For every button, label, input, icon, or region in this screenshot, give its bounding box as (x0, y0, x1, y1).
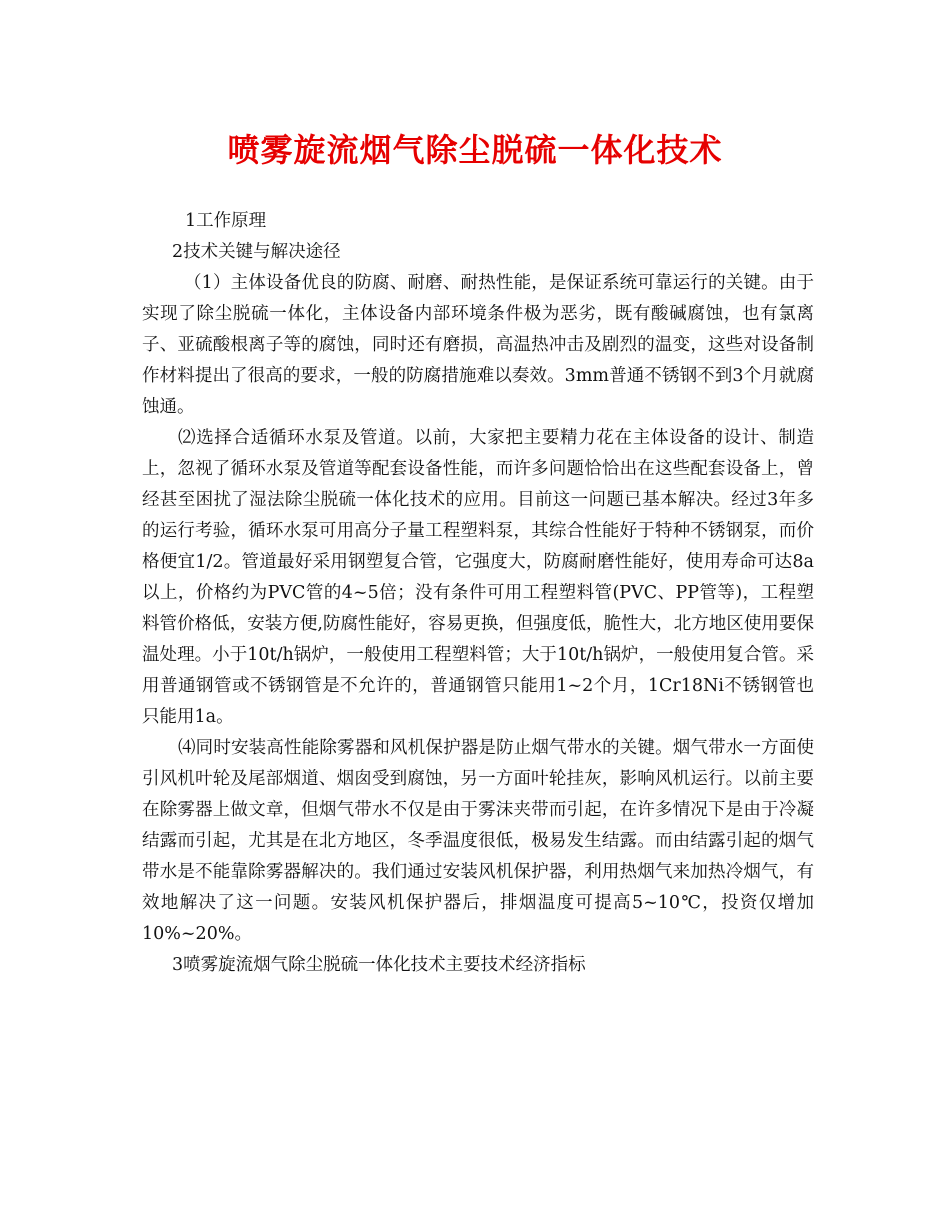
section-heading-working-principle: 1工作原理 (185, 211, 267, 231)
paragraph-pump-and-pipe: ⑵选择合适循环水泵及管道。以前，大家把主要精力花在主体设备的设计、制造上，忽视了循环水泵及管道等配套设备性能，而许多问题恰恰出在这些配套设备上，曾经甚至困扰了湿法除尘脱硫一体化技术的应用。目前这一问题已基本解决。经过3年多的运行考验，循环水泵可用高分子量工程塑料泵，其综合性能好于特种不锈钢泵，而价格便宜1/2。管道最好采用钢塑复合管，它强度大，防腐耐磨性能好，使用寿命可达8a以上，价格约为PVC管的4~5倍；没有条件可用工程塑料管(PVC、PP管等)，工程塑料管价格低，安装方便,防腐性能好，容易更换，但强度低，脆性大，北方地区使用要保温处理。小于10t/h锅炉，一般使用工程塑料管；大于10t/h锅炉，一般使用复合管。采用普通钢管或不锈钢管是不允许的，普通钢管只能用1~2个月，1Cr18Ni不锈钢管也只能用1a。 (142, 428, 814, 727)
paragraph-equipment-corrosion: （1）主体设备优良的防腐、耐磨、耐热性能，是保证系统可靠运行的关键。由于实现了除尘脱硫一体化，主体设备内部环境条件极为恶劣，既有酸碱腐蚀，也有氯离子、亚硫酸根离子等的腐蚀，同时还有磨损，高温热冲击及剧烈的温变，这些对设备制作材料提出了很高的要求，一般的防腐措施难以奏效。3mm普通不锈钢不到3个月就腐蚀通。 (142, 273, 814, 417)
section-heading-technical-indicators: 3喷雾旋流烟气除尘脱硫一体化技术主要技术经济指标 (172, 955, 586, 975)
paragraph-demister-and-fan-protector: ⑷同时安装高性能除雾器和风机保护器是防止烟气带水的关键。烟气带水一方面使引风机叶轮及尾部烟道、烟囱受到腐蚀，另一方面叶轮挂灰，影响风机运行。以前主要在除雾器上做文章，但烟气带水不仅是由于雾沫夹带而引起，在许多情况下是由于冷凝结露而引起，尤其是在北方地区，冬季温度很低，极易发生结露。而由结露引起的烟气带水是不能靠除雾器解决的。我们通过安装风机保护器，利用热烟气来加热冷烟气，有效地解决了这一问题。安装风机保护器后，排烟温度可提高5~10℃，投资仅增加10%~20%。 (142, 738, 814, 944)
document-body (142, 206, 814, 981)
document-title: 喷雾旋流烟气除尘脱硫一体化技术 (227, 131, 723, 169)
section-heading-key-technology: 2技术关键与解决途径 (172, 242, 341, 262)
